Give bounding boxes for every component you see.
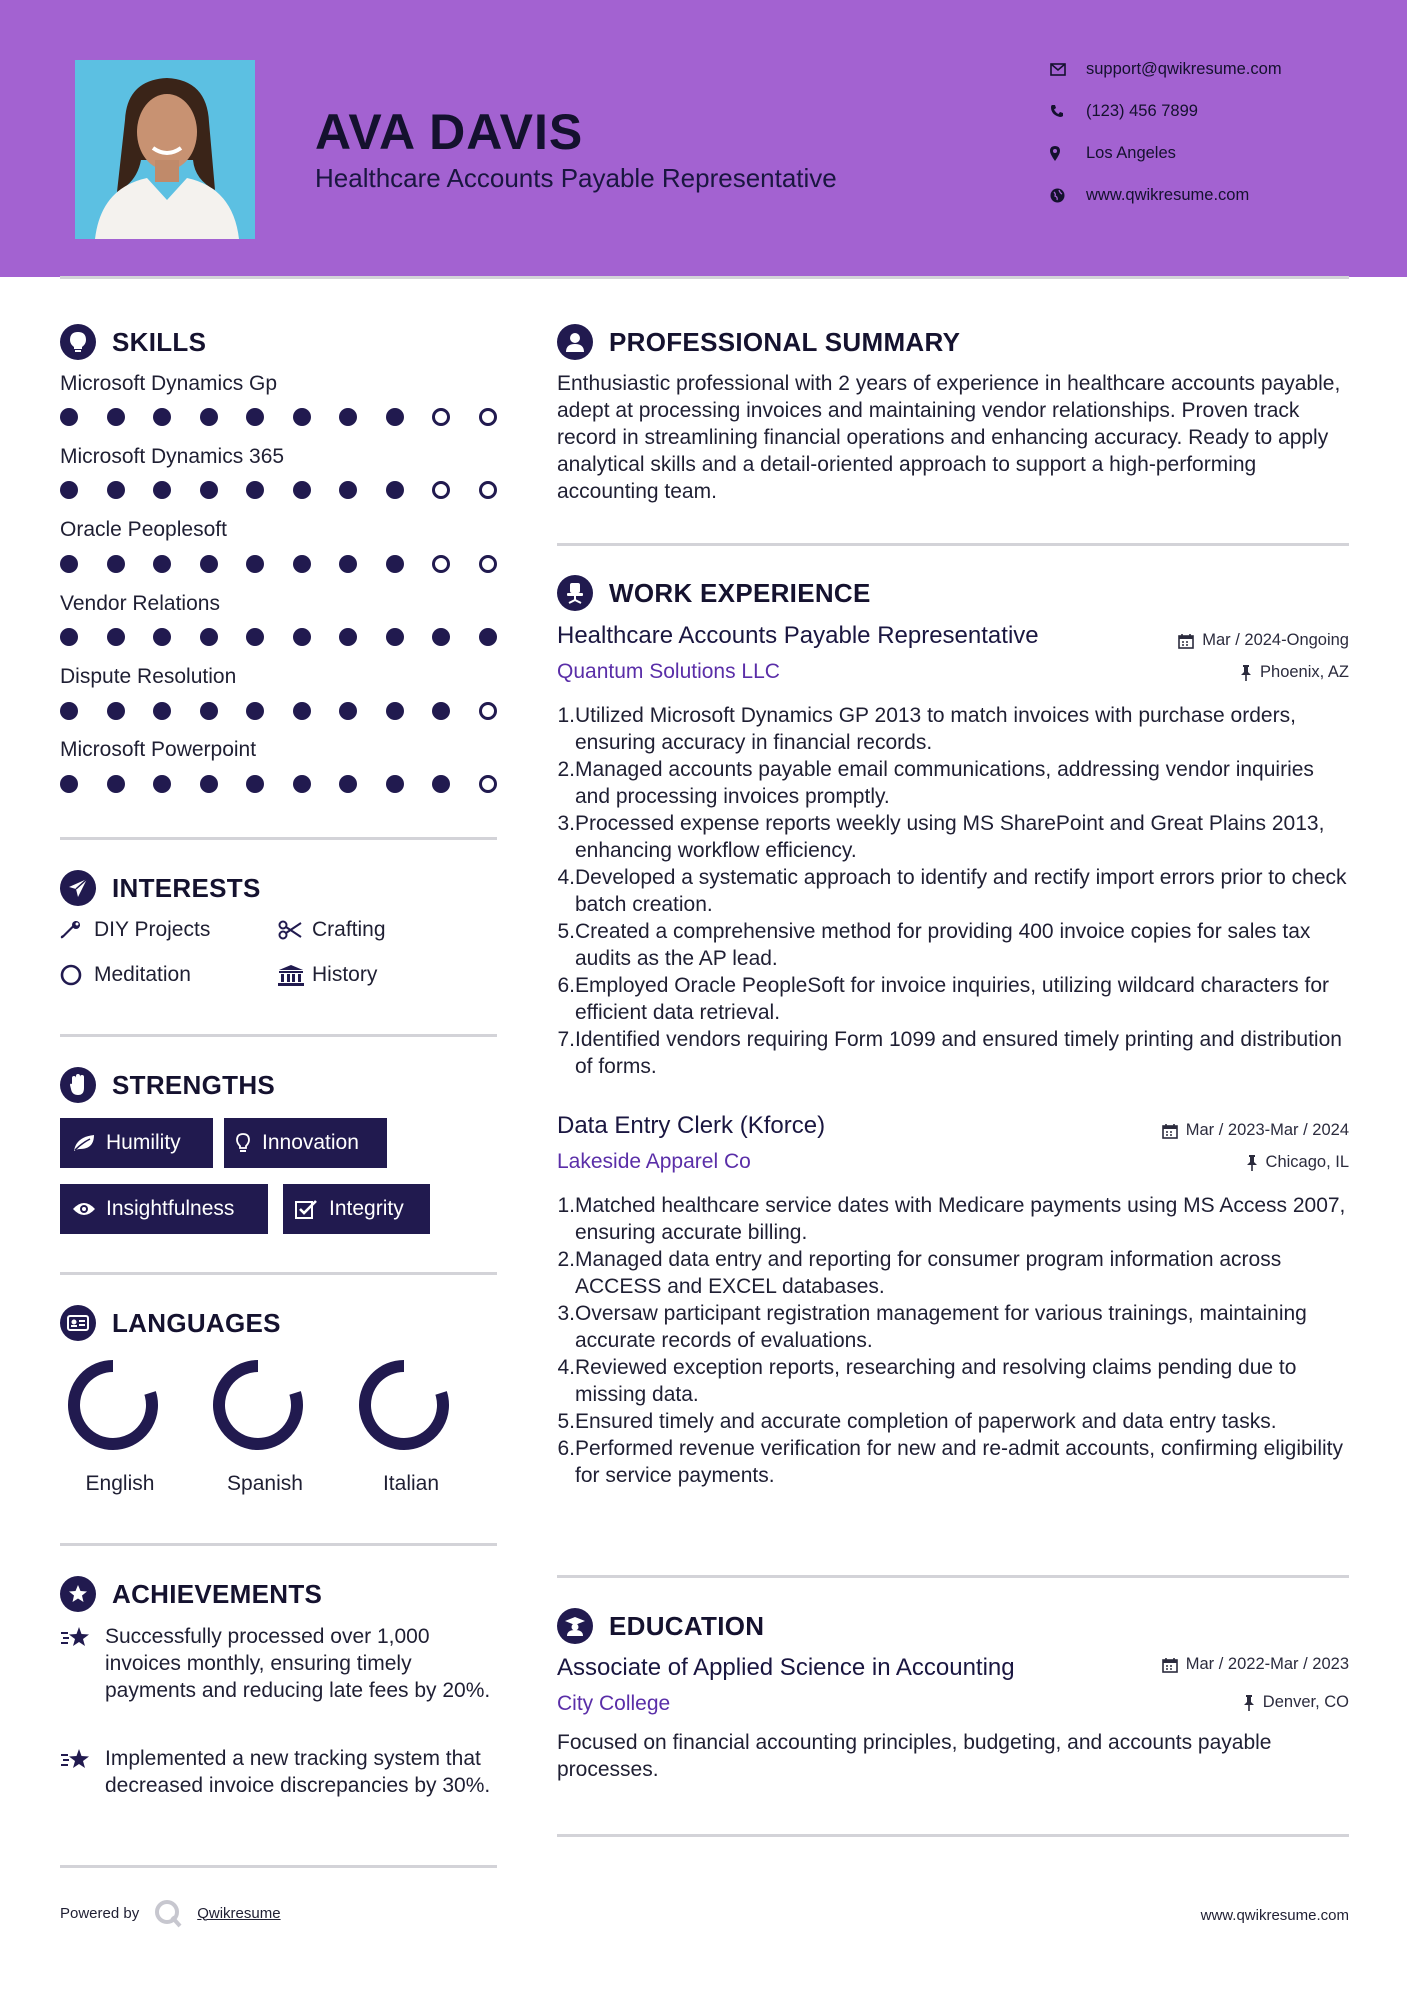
contact-location-text: Los Angeles [1086, 143, 1176, 162]
rating-dot-filled [60, 628, 78, 646]
bullet-number: 1. [557, 704, 575, 727]
language-level-arc [74, 1366, 152, 1444]
skill-name: Microsoft Dynamics Gp [60, 372, 278, 395]
calendar-icon [1162, 1657, 1178, 1673]
rating-dot-empty [432, 408, 450, 426]
rating-dot-filled [107, 702, 125, 720]
rating-dot-filled [339, 702, 357, 720]
paper-plane-icon [60, 870, 96, 906]
job-bullet [557, 1354, 1349, 1408]
job-bullet [557, 1408, 1349, 1435]
rating-dot-filled [339, 481, 357, 499]
rating-dot-filled [107, 775, 125, 793]
education-location: Denver, CO [1243, 1693, 1349, 1712]
calendar-icon [1178, 633, 1194, 649]
bullet-text: Managed data entry and reporting for consumer program information across ACCESS and EXCEL databases. [575, 1248, 1282, 1298]
rating-dot-empty [432, 555, 450, 573]
lightbulb-icon [236, 1133, 262, 1153]
rating-dot-filled [293, 481, 311, 499]
skill-name: Vendor Relations [60, 592, 220, 615]
bullet-number: 4. [557, 1356, 575, 1379]
rating-dot-filled [246, 555, 264, 573]
museum-icon [278, 964, 312, 986]
rating-dot-filled [153, 555, 171, 573]
bullet-number: 4. [557, 866, 575, 889]
bullet-number: 7. [557, 1028, 575, 1051]
job-bullet [557, 864, 1349, 918]
rating-dot-filled [386, 628, 404, 646]
language-name: Italian [382, 1472, 440, 1495]
skill-rating [60, 702, 525, 720]
interest-item: Meditation [60, 963, 191, 987]
rating-dot-filled [339, 555, 357, 573]
rating-dot-empty [479, 481, 497, 499]
languages-heading: LANGUAGES [60, 1305, 281, 1341]
rating-dot-filled [293, 555, 311, 573]
circle-icon [60, 964, 94, 986]
candidate-role: Healthcare Accounts Payable Representative [315, 163, 837, 193]
rating-dot-filled [200, 628, 218, 646]
profile-photo [75, 60, 255, 239]
bullet-text: Identified vendors requiring Form 1099 and ensured timely printing and distribution of forms. [575, 1028, 1342, 1078]
job-location: Phoenix, AZ [1240, 663, 1349, 682]
lightbulb-icon [60, 324, 96, 360]
job-dates: Mar / 2024-Ongoing [1178, 631, 1349, 650]
job-bullet [557, 1435, 1349, 1489]
rating-dot-filled [293, 408, 311, 426]
graduate-icon [557, 1608, 593, 1644]
rating-dot-empty [479, 702, 497, 720]
bullet-number: 5. [557, 1410, 575, 1433]
rating-dot-filled [479, 628, 497, 646]
qwikresume-logo-icon [153, 1898, 183, 1928]
qwikresume-link[interactable]: Qwikresume [197, 1904, 281, 1922]
user-icon [557, 324, 593, 360]
rating-dot-filled [386, 702, 404, 720]
rating-dot-filled [246, 481, 264, 499]
pushpin-icon [1246, 1155, 1258, 1171]
job-bullet [557, 702, 1349, 756]
contact-website-text: www.qwikresume.com [1086, 185, 1250, 204]
job-bullet [557, 810, 1349, 864]
rating-dot-filled [293, 628, 311, 646]
candidate-name: AVA DAVIS [315, 104, 584, 160]
bullet-text: Oversaw participant registration management for various trainings, maintaining accurate records of evaluations. [575, 1302, 1307, 1352]
rating-dot-filled [432, 702, 450, 720]
bullet-text: Performed revenue verification for new and re-admit accounts, confirming eligibility for service payments. [575, 1437, 1344, 1487]
rating-dot-empty [479, 408, 497, 426]
rating-dot-filled [200, 775, 218, 793]
skill-name: Dispute Resolution [60, 665, 237, 688]
rating-dot-filled [386, 481, 404, 499]
language-ring [358, 1359, 450, 1451]
summary-text: Enthusiastic professional with 2 years of experience in healthcare accounts payable, adept at processing invoices and maintaining vendor relationships. Proven track record in streamlining financial operations and enhancing accuracy. Ready to apply analytical skills and a detail-oriented approach to support a high-performing accounting team. [557, 372, 1341, 503]
section-divider [60, 1034, 497, 1037]
rating-dot-filled [60, 408, 78, 426]
job-bullet [557, 972, 1349, 1026]
bullet-text: Managed accounts payable email communications, addressing vendor inquiries and processing invoices promptly. [575, 758, 1314, 808]
contact-location [1050, 138, 1370, 168]
rating-dot-filled [432, 628, 450, 646]
header-band [0, 0, 1407, 277]
map-pin-icon [1050, 146, 1086, 161]
job-bullet-list [557, 702, 1349, 1080]
bullet-number: 3. [557, 1302, 575, 1325]
school-name: City College [557, 1692, 671, 1715]
rating-dot-filled [200, 481, 218, 499]
rating-dot-filled [60, 481, 78, 499]
strengths-heading: STRENGTHS [60, 1067, 275, 1103]
rating-dot-filled [153, 481, 171, 499]
job-bullet-list [557, 1192, 1349, 1489]
strength-tag: Humility [60, 1118, 213, 1168]
check-square-icon [295, 1199, 329, 1219]
bullet-text: Utilized Microsoft Dynamics GP 2013 to match invoices with purchase orders, ensuring accuracy in financial records. [575, 704, 1296, 754]
rating-dot-filled [60, 775, 78, 793]
language-ring [67, 1359, 159, 1451]
strength-tag: Insightfulness [60, 1184, 268, 1234]
skill-rating [60, 481, 525, 499]
powered-by-label: Powered by [60, 1904, 140, 1922]
skill-rating [60, 408, 525, 426]
section-divider [557, 1575, 1349, 1578]
rating-dot-filled [153, 775, 171, 793]
rating-dot-filled [153, 628, 171, 646]
office-chair-icon [557, 575, 593, 611]
skill-name: Oracle Peoplesoft [60, 518, 227, 541]
rating-dot-filled [107, 408, 125, 426]
job-location: Chicago, IL [1246, 1153, 1349, 1172]
bullet-text: Processed expense reports weekly using MS SharePoint and Great Plains 2013, enhancing workflow efficiency. [575, 812, 1325, 862]
company-name: Quantum Solutions LLC [557, 660, 780, 683]
star-icon [60, 1623, 105, 1704]
contact-email-text: support@qwikresume.com [1086, 59, 1282, 78]
job-title: Data Entry Clerk (Kforce) [557, 1112, 826, 1139]
rating-dot-filled [153, 702, 171, 720]
education-heading: EDUCATION [557, 1608, 764, 1644]
achievement-item: Implemented a new tracking system that decreased invoice discrepancies by 30%. [60, 1745, 500, 1799]
section-divider [60, 837, 497, 840]
rating-dot-filled [386, 408, 404, 426]
id-card-icon [60, 1305, 96, 1341]
rating-dot-empty [479, 775, 497, 793]
bullet-text: Ensured timely and accurate completion of paperwork and data entry tasks. [575, 1410, 1277, 1433]
skill-rating [60, 555, 525, 573]
envelope-icon [1050, 63, 1086, 76]
bullet-number: 6. [557, 1437, 575, 1460]
wrench-icon [60, 919, 94, 941]
job-bullet [557, 756, 1349, 810]
bullet-text: Created a comprehensive method for providing 400 invoice copies for sales tax audits as the AP lead. [575, 920, 1311, 970]
interest-item: Crafting [278, 918, 386, 942]
footer-powered-by [60, 1898, 281, 1928]
rating-dot-filled [246, 702, 264, 720]
rating-dot-empty [432, 481, 450, 499]
rating-dot-filled [386, 555, 404, 573]
job-dates: Mar / 2023-Mar / 2024 [1162, 1121, 1349, 1140]
strength-tag: Integrity [283, 1184, 430, 1234]
interests-heading: INTERESTS [60, 870, 261, 906]
experience-heading: WORK EXPERIENCE [557, 575, 871, 611]
section-divider [60, 1543, 497, 1546]
rating-dot-filled [107, 481, 125, 499]
rating-dot-filled [339, 775, 357, 793]
language-name: English [85, 1472, 155, 1495]
bullet-text: Matched healthcare service dates with Medicare payments using MS Access 2007, ensuring accurate billing. [575, 1194, 1346, 1244]
section-divider [557, 543, 1349, 546]
rating-dot-filled [107, 628, 125, 646]
interest-item: DIY Projects [60, 918, 210, 942]
bullet-number: 5. [557, 920, 575, 943]
calendar-icon [1162, 1123, 1178, 1139]
job-bullet [557, 1300, 1349, 1354]
language-level-arc [365, 1366, 443, 1444]
degree-title: Associate of Applied Science in Accounting [557, 1654, 1015, 1681]
star-icon [60, 1745, 105, 1799]
bullet-number: 2. [557, 1248, 575, 1271]
skill-rating [60, 628, 525, 646]
rating-dot-filled [293, 702, 311, 720]
education-dates: Mar / 2022-Mar / 2023 [1162, 1655, 1349, 1674]
language-name: Spanish [227, 1472, 303, 1495]
rating-dot-filled [60, 555, 78, 573]
bullet-number: 2. [557, 758, 575, 781]
skill-rating [60, 775, 525, 793]
company-name: Lakeside Apparel Co [557, 1150, 751, 1173]
bullet-text: Reviewed exception reports, researching and resolving claims pending due to missing data. [575, 1356, 1297, 1406]
rating-dot-filled [246, 408, 264, 426]
rating-dot-filled [246, 775, 264, 793]
summary-heading: PROFESSIONAL SUMMARY [557, 324, 960, 360]
rating-dot-filled [339, 408, 357, 426]
header-divider [60, 276, 1349, 279]
rating-dot-filled [386, 775, 404, 793]
achievements-heading: ACHIEVEMENTS [60, 1576, 322, 1612]
contact-phone[interactable] [1050, 96, 1370, 126]
hand-icon [60, 1067, 96, 1103]
rating-dot-filled [200, 702, 218, 720]
education-description: Focused on financial accounting principles, budgeting, and accounts payable processes. [557, 1731, 1272, 1781]
section-divider [557, 1834, 1349, 1837]
rating-dot-filled [432, 775, 450, 793]
job-bullet [557, 1192, 1349, 1246]
job-bullet [557, 918, 1349, 972]
bullet-number: 1. [557, 1194, 575, 1217]
skill-name: Microsoft Dynamics 365 [60, 445, 285, 468]
bullet-text: Developed a systematic approach to identify and rectify import errors prior to check batch creation. [575, 866, 1347, 916]
section-divider [60, 1865, 497, 1868]
bullet-number: 3. [557, 812, 575, 835]
skills-heading: SKILLS [60, 324, 206, 360]
rating-dot-filled [200, 408, 218, 426]
language-level-arc [219, 1366, 297, 1444]
rating-dot-filled [246, 628, 264, 646]
job-title: Healthcare Accounts Payable Representative [557, 622, 1039, 649]
bullet-number: 6. [557, 974, 575, 997]
rating-dot-filled [339, 628, 357, 646]
rating-dot-empty [479, 555, 497, 573]
rating-dot-filled [200, 555, 218, 573]
pushpin-icon [1243, 1695, 1255, 1711]
interest-item: History [278, 963, 377, 987]
star-badge-icon [60, 1576, 96, 1612]
footer-url[interactable]: www.qwikresume.com [1200, 1907, 1349, 1924]
leaf-icon [72, 1133, 106, 1153]
skill-name: Microsoft Powerpoint [60, 738, 257, 761]
contact-website[interactable] [1050, 180, 1370, 210]
rating-dot-filled [60, 702, 78, 720]
rating-dot-filled [107, 555, 125, 573]
contact-phone-text: (123) 456 7899 [1086, 101, 1198, 120]
job-bullet [557, 1246, 1349, 1300]
eye-icon [72, 1201, 106, 1217]
strength-tag: Innovation [224, 1118, 387, 1168]
job-bullet [557, 1026, 1349, 1080]
rating-dot-filled [293, 775, 311, 793]
bullet-text: Employed Oracle PeopleSoft for invoice inquiries, utilizing wildcard characters for efficient data retrieval. [575, 974, 1330, 1024]
rating-dot-filled [153, 408, 171, 426]
section-divider [60, 1272, 497, 1275]
scissors-icon [278, 920, 312, 940]
language-ring [212, 1359, 304, 1451]
contact-email[interactable] [1050, 54, 1370, 84]
pushpin-icon [1240, 665, 1252, 681]
globe-icon [1050, 188, 1086, 203]
achievement-item: Successfully processed over 1,000 invoices monthly, ensuring timely payments and reducing late fees by 20%. [60, 1623, 500, 1704]
phone-icon [1050, 104, 1086, 118]
